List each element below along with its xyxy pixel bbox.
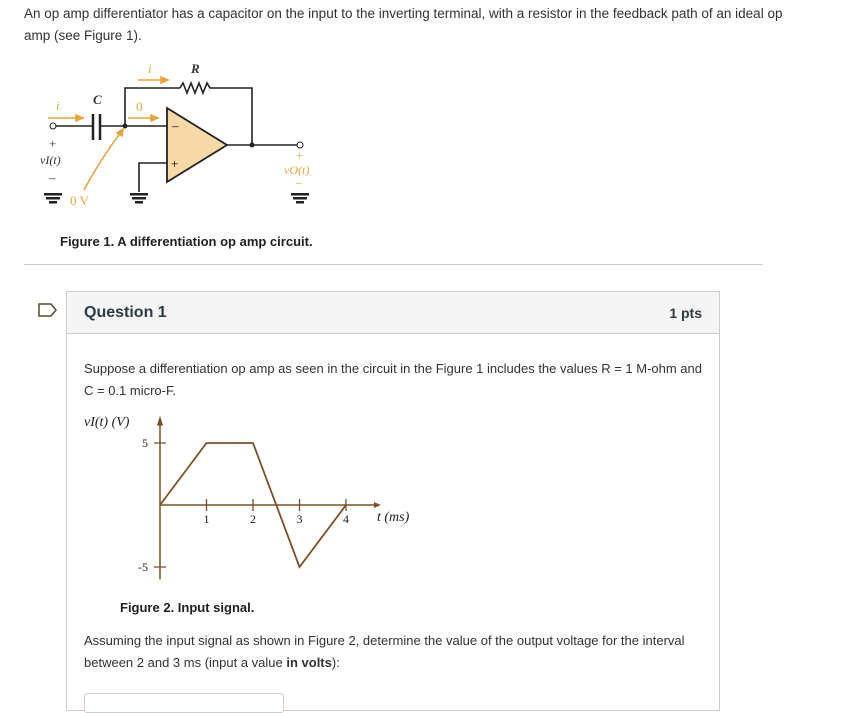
divider [24,264,763,265]
figure1-caption: Figure 1. A differentiation op amp circuit. [60,234,313,249]
svg-text:vI(t): vI(t) [40,153,61,167]
y-axis-arrow [157,416,163,426]
answer-input[interactable] [84,693,284,713]
svg-text:+: + [171,156,179,171]
question-text-2: Assuming the input signal as shown in Figure 2, determine the value of the output voltage for the interval between 2 and 3 ms (input a value in volts): [84,633,685,670]
svg-text:0 V: 0 V [70,193,89,208]
x-axis-arrow [374,502,381,508]
figure2-caption: Figure 2. Input signal. [120,600,255,615]
svg-text:vO(t): vO(t) [284,163,310,177]
y-tick-label: -5 [138,560,148,574]
svg-text:–: – [296,175,302,189]
question-title: Question 1 [84,303,167,321]
x-axis-label: t (ms) [377,510,410,525]
circuit-diagram [0,0,340,220]
svg-text:R: R [191,61,200,76]
y-tick-label: 5 [142,436,148,450]
svg-text:C: C [93,92,102,107]
bookmark-flag-icon[interactable] [38,303,58,319]
svg-text:+: + [296,148,303,162]
x-tick-label: 3 [296,512,303,526]
x-tick-label: 4 [343,512,349,526]
x-tick-label: 1 [203,512,210,526]
question-points: 1 pts [669,304,702,321]
question-header [67,292,719,334]
question-text: Suppose a differentiation op amp as seen in the circuit in the Figure 1 includes the values R = 1 M-ohm and C = 0.1 micro-F. [84,361,702,398]
svg-text:–: – [49,170,56,185]
svg-text:–: – [172,118,179,133]
svg-text:i: i [56,98,60,113]
input-signal-chart [70,400,440,590]
svg-text:0: 0 [136,99,143,114]
svg-text:i: i [148,61,152,76]
svg-text:+: + [49,136,57,151]
intro-text: An op amp differentiator has a capacitor on the input to the inverting terminal, with a resistor in the feedback path of an ideal op amp (see Figure 1). [24,6,783,43]
y-axis-label: vI(t) (V) [84,415,130,430]
x-tick-label: 2 [250,512,256,526]
